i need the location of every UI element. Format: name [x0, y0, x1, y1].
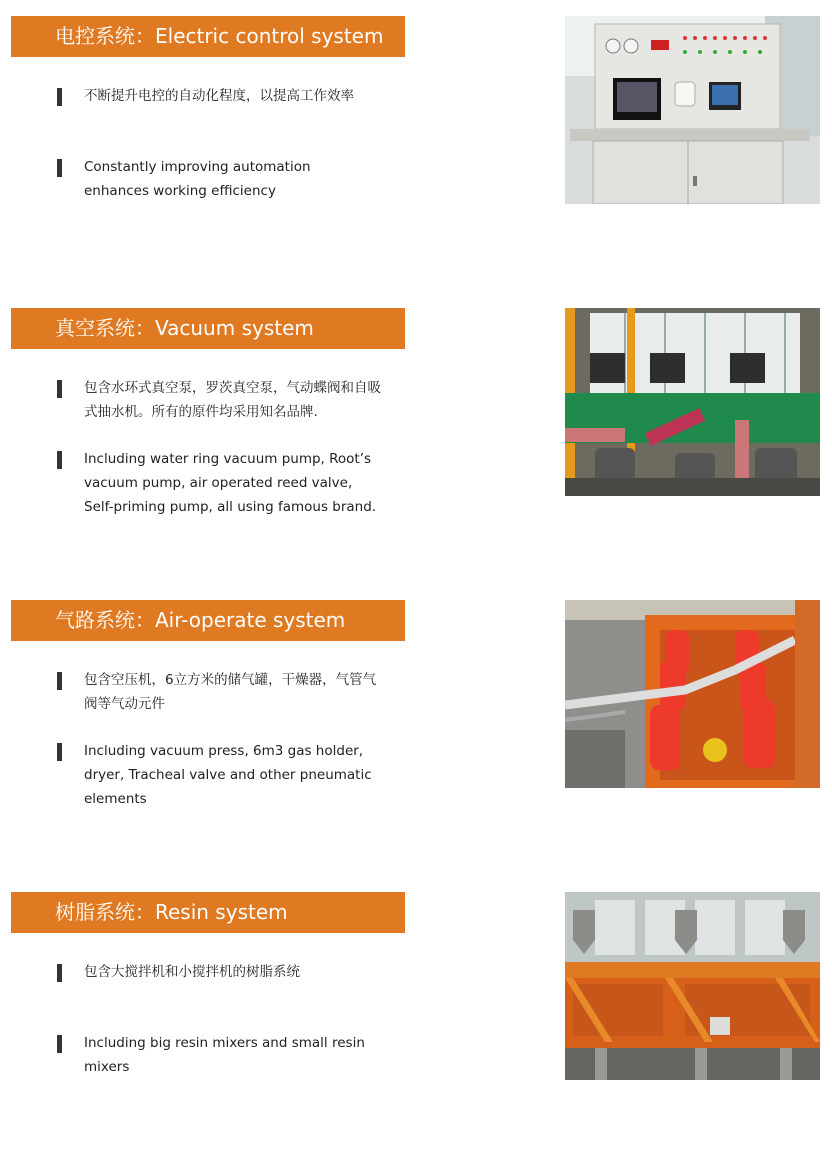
chinese-description: 不断提升电控的自动化程度，以提高工作效率 — [84, 88, 354, 104]
english-description: Including vacuum press, 6m3 gas holder, dryer, Tracheal valve and other pneumatic elements — [84, 743, 372, 807]
section-title-banner: 树脂系统：Resin system — [11, 892, 405, 933]
section-title-banner: 电控系统：Electric control system — [11, 16, 405, 57]
section-electric-control — [0, 0, 832, 292]
bullet-marker — [57, 380, 62, 398]
air-tanks-photo — [565, 600, 820, 788]
vacuum-pumps-photo — [565, 308, 820, 496]
chinese-description: 包含水环式真空泵，罗茨真空泵，气动蝶阀和自吸 式抽水机。所有的原件均采用知名品牌. — [84, 380, 381, 420]
english-description: Constantly improving automation enhances working efficiency — [84, 159, 311, 199]
bullet-marker — [57, 1035, 62, 1053]
section-title-banner: 气路系统：Air-operate system — [11, 600, 405, 641]
chinese-description: 包含大搅拌机和小搅拌机的树脂系统 — [84, 964, 300, 980]
bullet-marker — [57, 451, 62, 469]
english-description: Including big resin mixers and small resin mixers — [84, 1035, 365, 1075]
bullet-marker — [57, 743, 62, 761]
electric-control-panel-photo — [565, 16, 820, 204]
bullet-marker — [57, 672, 62, 690]
bullet-marker — [57, 964, 62, 982]
section-resin — [0, 876, 832, 1168]
resin-mixers-photo — [565, 892, 820, 1080]
section-title-banner: 真空系统：Vacuum system — [11, 308, 405, 349]
section-vacuum — [0, 292, 832, 584]
bullet-marker — [57, 88, 62, 106]
chinese-description: 包含空压机，6立方米的储气罐，干燥器，气管气 阀等气动元件 — [84, 672, 377, 712]
english-description: Including water ring vacuum pump, Root’s vacuum pump, air operated reed valve, Self-priming pump, all using famous brand. — [84, 451, 377, 515]
section-air-operate — [0, 584, 832, 876]
bullet-marker — [57, 159, 62, 177]
